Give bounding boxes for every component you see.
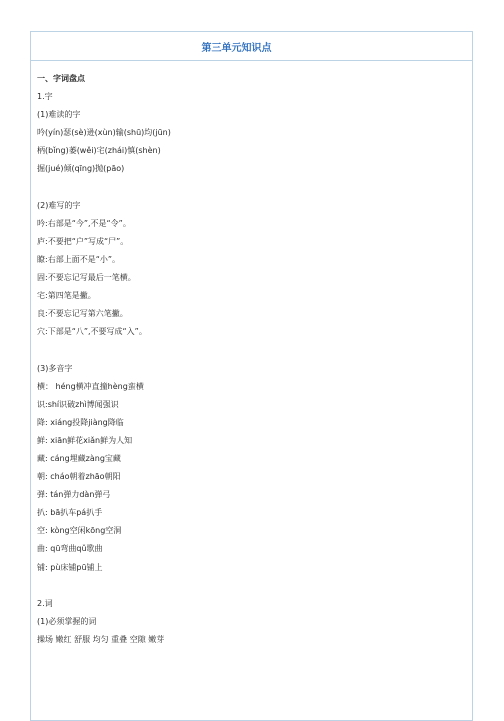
- page-title: 第三单元知识点: [201, 42, 272, 54]
- polyphonic-line: 空: kòng空闲kōng空洞: [37, 526, 122, 536]
- write-line: 穴:下部是“八”,不要写成“入”。: [37, 327, 147, 337]
- polyphonic-line: 扒: bā扒车pá扒手: [37, 508, 103, 518]
- polyphonic-line: 降: xiáng投降jiàng降临: [37, 417, 124, 427]
- subheading-polyphonic: (3)多音字: [37, 363, 73, 373]
- section-heading-words-review: 一、字词盘点: [37, 74, 85, 83]
- polyphonic-line: 铺: pù床铺pū铺上: [37, 562, 103, 572]
- document-frame: [30, 31, 473, 721]
- polyphonic-line: 弹: tán弹力dàn弹弓: [37, 490, 111, 500]
- read-line: 掘(jué)倾(qīng)抛(pāo): [37, 164, 125, 174]
- polyphonic-line: 横： héng横冲直撞hèng蛮横: [37, 381, 144, 391]
- title-row: [31, 32, 472, 61]
- write-line: 吟:右部是“今”,不是“令”。: [37, 218, 131, 228]
- write-line: 良:不要忘记写第六笔撇。: [37, 309, 128, 319]
- blank-line: [37, 577, 466, 595]
- polyphonic-line: 曲: qū弯曲qǔ歌曲: [37, 544, 103, 554]
- read-line: 吟(yín)瑟(sè)逊(xùn)输(shū)均(jūn): [37, 128, 171, 138]
- subheading-difficult-to-write: (2)难写的字: [37, 200, 81, 210]
- blank-line: [37, 341, 466, 359]
- subheading-difficult-to-read: (1)难读的字: [37, 110, 81, 120]
- subheading-words: 2.词: [37, 598, 53, 608]
- polyphonic-line: 鲜: xiān鲜花xiǎn鲜为人知: [37, 435, 133, 445]
- write-line: 庐:不要把“户”写成“尸”。: [37, 236, 129, 246]
- read-line: 柄(bǐng)萎(wěi)宅(zhái)慎(shèn): [37, 146, 161, 156]
- polyphonic-line: 藏: cáng埋藏zàng宝藏: [37, 453, 121, 463]
- document-content: [37, 70, 466, 649]
- write-line: 固:不要忘记写最后一笔横。: [37, 273, 136, 283]
- polyphonic-line: 朝: cháo朝着zhāo朝阳: [37, 472, 121, 482]
- subheading-must-master-words: (1)必须掌握的词: [37, 616, 97, 626]
- polyphonic-line: 识:shí识破zhì博闻强识: [37, 399, 119, 409]
- write-line: 宅:第四笔是撇。: [37, 291, 96, 301]
- word-list: 操场 嫩红 舒服 均匀 重叠 空隙 嫩芽: [37, 634, 165, 644]
- write-line: 瞭:右部上面不是“小”。: [37, 254, 120, 264]
- blank-line: [37, 179, 466, 197]
- subheading-characters: 1.字: [37, 92, 53, 102]
